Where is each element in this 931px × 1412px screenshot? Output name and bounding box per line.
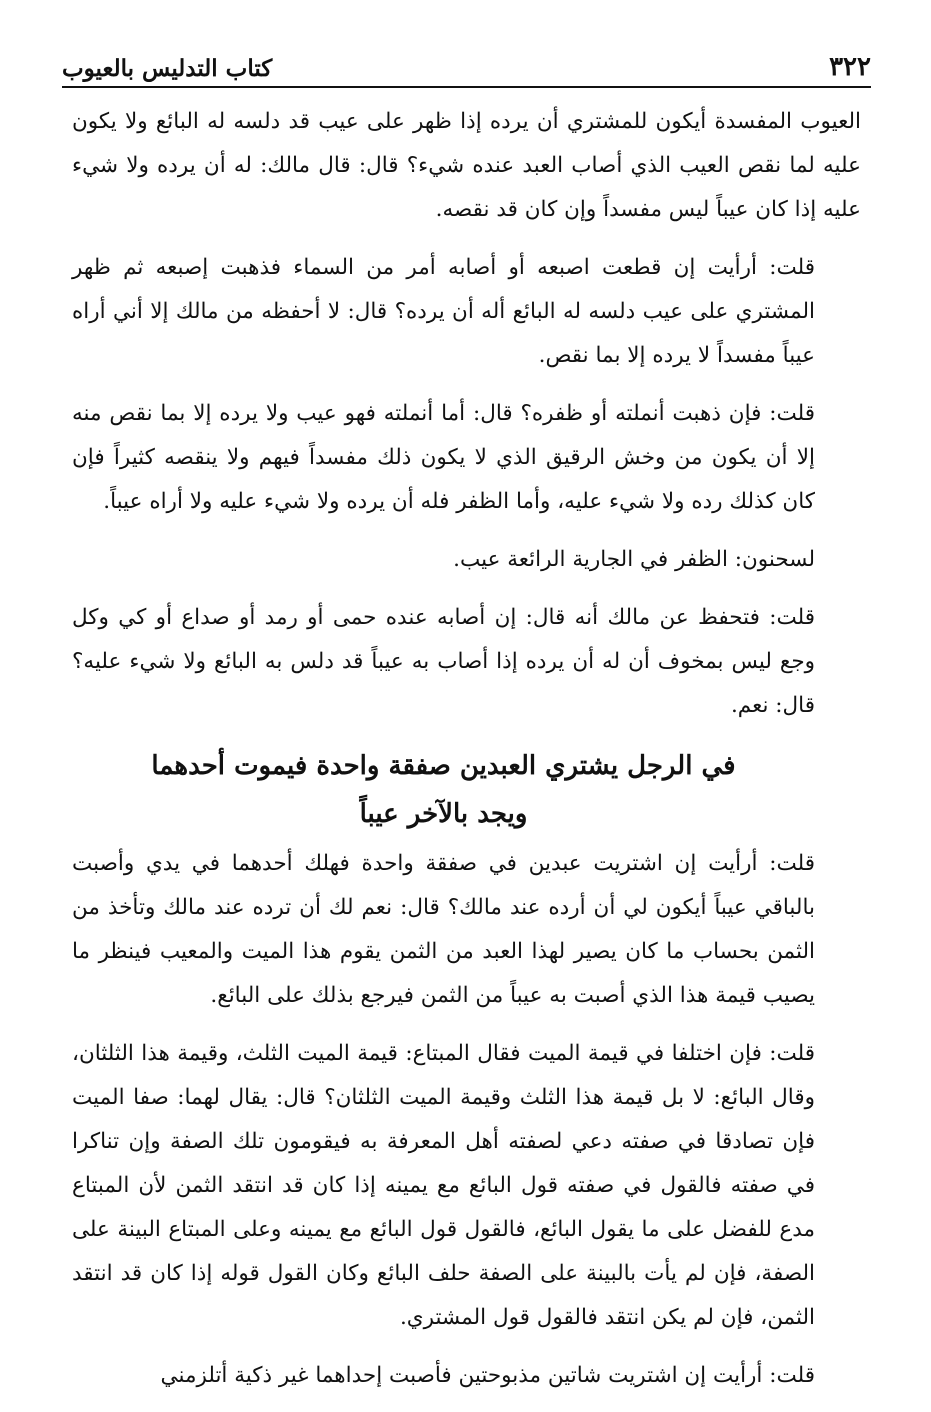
book-title: كتاب التدليس بالعيوب [62, 55, 273, 82]
paragraph-5: قلت: فتحفظ عن مالك أنه قال: إن أصابه عنده حمى أو رمد أو صداع أو كي وكل وجع ليس بمخوف أن له أن يرده إذا أصاب به عيباً قد دلس به البائع ولا شيء عليه؟ قال: نعم. [72, 605, 815, 718]
section-title-line-2: ويجد بالآخر عيباً [359, 799, 528, 829]
paragraph-3: قلت: فإن ذهبت أنملته أو ظفره؟ قال: أما أنملته فهو عيب ولا يرده إلا بما نقص منه إلا أن يكون من وخش الرقيق الذي لا يكون ذلك مفسداً فيهم ولا ينقصه كثيراً فإن كان كذلك رده ولا شيء عليه، وأما الظفر فله أن يرده ولا شيء عليه ولا أراه عيباً. [72, 401, 815, 514]
section-title-line-1: في الرجل يشتري العبدين صفقة واحدة فيموت أحدهما [151, 751, 736, 781]
page-number: ٣٢٢ [829, 52, 871, 82]
paragraph-6: قلت: أرأيت إن اشتريت عبدين في صفقة واحدة فهلك أحدهما في يدي وأصبت بالباقي عيباً أيكون لي أن أرده عند مالك؟ قال: نعم لك أن ترده عند مالك وتأخذ من الثمن بحساب ما كان يصير لهذا العبد من الثمن يقوم هذا الميت والمعيب فينظر ما يصيب قيمة هذا الذي أصبت به عيباً من الثمن فيرجع بذلك على البائع. [72, 851, 815, 1008]
paragraph-1: العيوب المفسدة أيكون للمشتري أن يرده إذا ظهر على عيب قد دلسه له البائع ولا يكون عليه لما نقص العيب الذي أصاب العبد عنده شيء؟ قال: قال مالك: له أن يرده ولا شيء عليه إذا كان عيباً ليس مفسداً وإن كان قد نقصه. [72, 109, 861, 222]
paragraph-4: لسحنون: الظفر في الجارية الرائعة عيب. [453, 547, 815, 572]
paragraph-8: قلت: أرأيت إن اشتريت شاتين مذبوحتين فأصبت إحداهما غير ذكية أتلزمني [160, 1363, 815, 1388]
page-body [72, 100, 861, 1412]
paragraph-7: قلت: فإن اختلفا في قيمة الميت فقال المبتاع: قيمة الميت الثلث، وقيمة هذا الثلثان، وقال البائع: لا بل قيمة هذا الثلث وقيمة الميت الثلثان؟ قال: يقال لهما: صفا الميت فإن تصادقا في صفته دعي لصفته أهل المعرفة به فيقومون تلك الصفة وإن تناكرا في صفته فالقول في صفته قول البائع مع يمينه إذا كان قد انتقد الثمن لأن المبتاع مدع للفضل على ما يقول البائع، فالقول قول البائع مع يمينه وعلى المبتاع البينة على الصفة، فإن لم يأت بالبينة على الصفة حلف البائع وكان القول قوله إذا كان قد انتقد الثمن، فإن لم يكن انتقد فالقول قول المشتري. [72, 1041, 815, 1330]
page-header [62, 42, 871, 88]
paragraph-2: قلت: أرأيت إن قطعت اصبعه أو أصابه أمر من السماء فذهبت إصبعه ثم ظهر المشتري على عيب دلسه له البائع أله أن يرده؟ قال: لا أحفظه من مالك إلا أني أراه عيباً مفسداً لا يرده إلا بما نقص. [72, 255, 815, 368]
